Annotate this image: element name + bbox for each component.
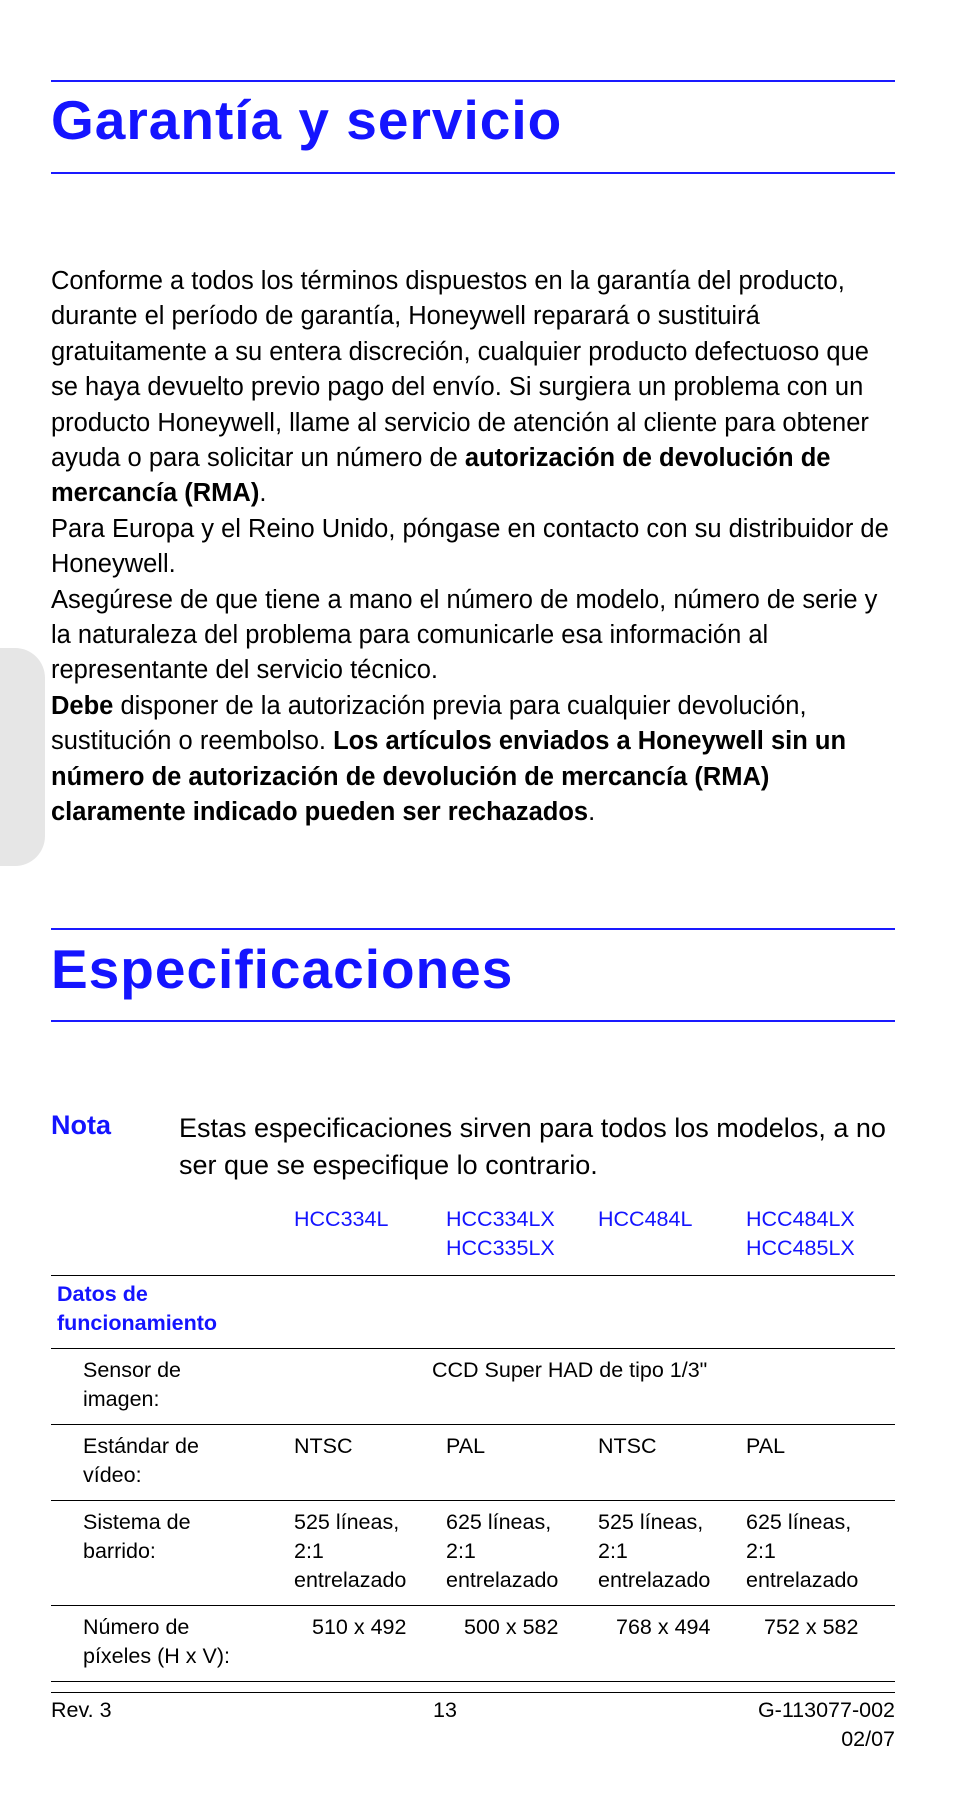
specs-title: Especificaciones	[51, 938, 514, 1000]
section-header-row	[51, 1276, 895, 1349]
table-row	[51, 1606, 895, 1682]
row-label: Sistema de barrido:	[51, 1501, 294, 1606]
warranty-paragraph-1: Conforme a todos los términos dispuestos en la garantía del producto, durante el período de garantía, Honeywell reparará o sustituirá gratuitamente a su entera discreción, cualquier producto defectuoso que se haya devuelto previo pago del envío. Si surgiera un problema con un producto Honeywell, llame al servicio de atención al cliente para obtener ayuda o para solicitar un número de autorización de devolución de mercancía (RMA).	[51, 267, 869, 508]
note-label: Nota	[51, 1110, 111, 1140]
row-value: 768 x 494	[598, 1606, 746, 1682]
footer-rule	[51, 1692, 895, 1693]
footer-page-number: 13	[433, 1698, 457, 1722]
row-value: NTSC	[294, 1425, 446, 1501]
row-value: 625 líneas, 2:1 entrelazado	[446, 1501, 598, 1606]
title-rule-bottom	[51, 172, 895, 174]
note-text: Estas especificaciones sirven para todos los modelos, a no ser que se especifique lo contrario.	[179, 1113, 886, 1180]
row-value: 510 x 492	[294, 1606, 446, 1682]
model-header: HCC334LX HCC335LX	[446, 1205, 598, 1276]
footer-doc-number: G-113077-002	[757, 1698, 895, 1722]
row-value: 500 x 582	[446, 1606, 598, 1682]
table-row	[51, 1425, 895, 1501]
row-value: 525 líneas, 2:1 entrelazado	[598, 1501, 746, 1606]
row-value: NTSC	[598, 1425, 746, 1501]
warranty-title: Garantía y servicio	[51, 89, 563, 151]
table-row	[51, 1501, 895, 1606]
warranty-paragraph-3: Asegúrese de que tiene a mano el número de modelo, número de serie y la naturaleza del problema para comunicarle esa información al representante del servicio técnico.	[51, 585, 878, 685]
warranty-paragraph-2: Para Europa y el Reino Unido, póngase en contacto con su distribuidor de Honeywell.	[51, 514, 889, 579]
side-tab	[0, 648, 45, 866]
model-header: HCC484LX HCC485LX	[746, 1205, 895, 1276]
section-header: Datos de funcionamiento	[51, 1276, 895, 1349]
table-row	[51, 1349, 895, 1425]
footer-doc-id	[758, 1696, 895, 1754]
specs-rule-top	[51, 928, 895, 930]
model-header-row	[51, 1205, 895, 1276]
row-value: 525 líneas, 2:1 entrelazado	[294, 1501, 446, 1606]
title-rule-top	[51, 80, 895, 82]
model-header: HCC334L	[294, 1205, 446, 1276]
row-value: 752 x 582	[746, 1606, 895, 1682]
warranty-body	[51, 264, 901, 831]
spec-table	[51, 1205, 895, 1682]
warranty-paragraph-4: Debe disponer de la autorización previa para cualquier devolución, sustitución o reembolso. Los artículos enviados a Honeywell sin un número de autorización de devolución de mercancía (RMA) claramente indicado pueden ser rechazados.	[51, 691, 847, 827]
footer-date: 02/07	[841, 1727, 895, 1751]
row-label: Sensor de imagen:	[51, 1349, 294, 1425]
row-value: CCD Super HAD de tipo 1/3"	[294, 1349, 895, 1425]
row-label: Número de píxeles (H x V):	[51, 1606, 294, 1682]
specs-rule-bottom	[51, 1020, 895, 1022]
row-label: Estándar de vídeo:	[51, 1425, 294, 1501]
model-header: HCC484L	[598, 1205, 746, 1276]
row-value: PAL	[446, 1425, 598, 1501]
row-value: PAL	[746, 1425, 895, 1501]
footer-rev: Rev. 3	[51, 1698, 112, 1722]
row-value: 625 líneas, 2:1 entrelazado	[746, 1501, 895, 1606]
